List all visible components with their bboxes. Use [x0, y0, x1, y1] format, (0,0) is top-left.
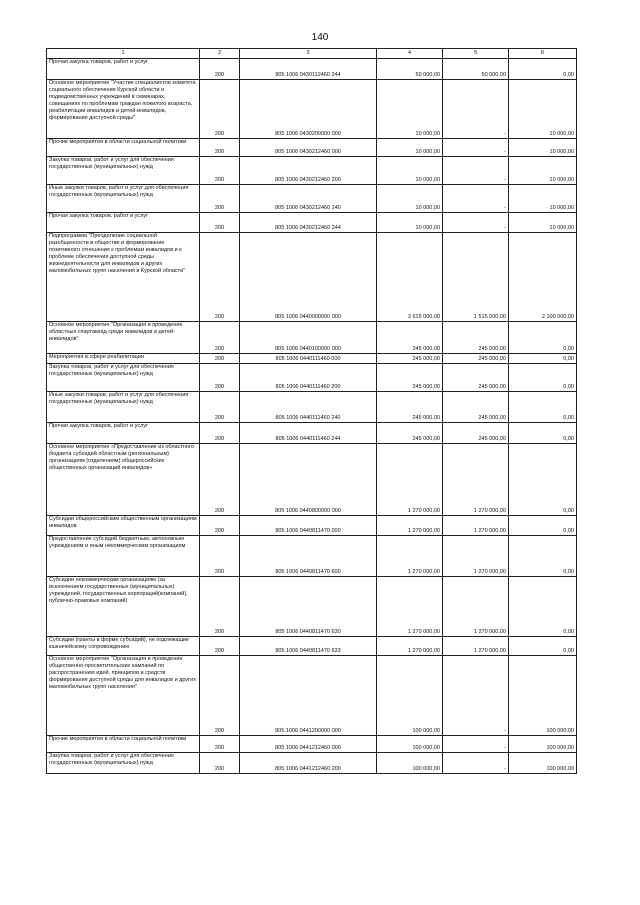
- row-name-cell: Мероприятия в сфере реабилитации: [47, 354, 200, 364]
- row-code-cell: 200: [200, 392, 240, 423]
- row-value-2-cell: 245 000,00: [443, 423, 509, 444]
- row-code-cell: 200: [200, 444, 240, 516]
- row-value-3-cell: 0,00: [509, 637, 577, 656]
- header-col-4: 4: [377, 49, 443, 59]
- row-kbk-cell: 805 1006 0440100000 000: [240, 322, 377, 354]
- table-row: [47, 423, 577, 444]
- row-code-cell: 200: [200, 80, 240, 139]
- row-value-1-cell: 245 000,00: [377, 364, 443, 392]
- budget-table: [46, 48, 577, 774]
- row-value-1-cell: 100 000,00: [377, 736, 443, 753]
- row-kbk-cell: 805 1006 0441212460 200: [240, 753, 377, 774]
- row-value-1-cell: 1 270 000,00: [377, 536, 443, 577]
- row-value-2-cell: -: [443, 185, 509, 213]
- row-value-1-cell: 100 000,00: [377, 656, 443, 736]
- row-value-3-cell: 0,00: [509, 392, 577, 423]
- row-kbk-cell: 805 1006 0440111460 000: [240, 354, 377, 364]
- row-code-cell: 200: [200, 577, 240, 637]
- table-row: [47, 139, 577, 157]
- row-value-1-cell: 245 000,00: [377, 322, 443, 354]
- row-value-1-cell: 100 000,00: [377, 753, 443, 774]
- row-value-2-cell: 50 000,00: [443, 59, 509, 80]
- row-kbk-cell: 805 1006 0440811470 000: [240, 516, 377, 536]
- row-name-cell: Прочие мероприятия в области социальной политики: [47, 139, 200, 157]
- row-code-cell: 200: [200, 322, 240, 354]
- row-name-cell: Закупка товаров, работ и услуг для обеспечения государственных (муниципальных) нужд: [47, 157, 200, 185]
- row-value-1-cell: 50 000,00: [377, 59, 443, 80]
- row-kbk-cell: 805 1006 0440811470 600: [240, 536, 377, 577]
- row-name-cell: Прочая закупка товаров, работ и услуг: [47, 213, 200, 233]
- row-value-2-cell: 1 270 000,00: [443, 444, 509, 516]
- row-code-cell: 200: [200, 139, 240, 157]
- row-code-cell: 200: [200, 753, 240, 774]
- row-value-1-cell: 1 270 000,00: [377, 577, 443, 637]
- row-kbk-cell: 805 1006 0440800000 000: [240, 444, 377, 516]
- row-value-2-cell: -: [443, 157, 509, 185]
- row-code-cell: 200: [200, 364, 240, 392]
- table-row: [47, 354, 577, 364]
- row-value-1-cell: 245 000,00: [377, 392, 443, 423]
- row-kbk-cell: 805 1006 0440111460 244: [240, 423, 377, 444]
- row-value-3-cell: 100 000,00: [509, 656, 577, 736]
- row-code-cell: 200: [200, 516, 240, 536]
- row-value-3-cell: 2 100 000,00: [509, 233, 577, 322]
- row-name-cell: Субсидии некоммерческим организациям (за исключением государственных (муниципальных) учреждений, государственных корпораций(компаний), публично-правовых компаний): [47, 577, 200, 637]
- row-value-3-cell: 100 000,00: [509, 753, 577, 774]
- table-row: [47, 736, 577, 753]
- row-value-2-cell: -: [443, 656, 509, 736]
- row-name-cell: Прочая закупка товаров, работ и услуг: [47, 59, 200, 80]
- row-value-3-cell: 0,00: [509, 444, 577, 516]
- row-code-cell: 200: [200, 157, 240, 185]
- header-col-2: 2: [200, 49, 240, 59]
- row-kbk-cell: 805 1006 0430212460 240: [240, 185, 377, 213]
- row-value-2-cell: 1 515 000,00: [443, 233, 509, 322]
- row-code-cell: 200: [200, 354, 240, 364]
- table-row: [47, 157, 577, 185]
- row-value-1-cell: 10 000,00: [377, 80, 443, 139]
- row-value-3-cell: 10 000,00: [509, 213, 577, 233]
- row-value-3-cell: 10 000,00: [509, 185, 577, 213]
- row-value-3-cell: 10 000,00: [509, 80, 577, 139]
- row-value-1-cell: 245 000,00: [377, 423, 443, 444]
- row-kbk-cell: 805 1006 0430212460 000: [240, 139, 377, 157]
- row-value-1-cell: 10 000,00: [377, 157, 443, 185]
- table-row: [47, 536, 577, 577]
- table-row: [47, 233, 577, 322]
- row-name-cell: Закупка товаров, работ и услуг для обеспечения государственных (муниципальных) нужд: [47, 364, 200, 392]
- row-kbk-cell: 805 1006 0440811470 633: [240, 637, 377, 656]
- row-value-2-cell: 1 270 000,00: [443, 637, 509, 656]
- row-kbk-cell: 805 1006 0441212460 000: [240, 736, 377, 753]
- row-value-2-cell: 245 000,00: [443, 364, 509, 392]
- row-value-1-cell: 1 270 000,00: [377, 516, 443, 536]
- row-code-cell: 200: [200, 185, 240, 213]
- row-name-cell: Основное мероприятие "Организация и проведение общественно-просветительских кампаний по распространению идей, принципов и средств формирования доступной среды для инвалидов и других маломобильных групп населения": [47, 656, 200, 736]
- row-name-cell: Субсидии (гранты в форме субсидий), не подлежащие казначейскому сопровождению: [47, 637, 200, 656]
- row-value-3-cell: 0,00: [509, 577, 577, 637]
- row-value-3-cell: 0,00: [509, 536, 577, 577]
- row-code-cell: 200: [200, 536, 240, 577]
- header-col-5: 5: [443, 49, 509, 59]
- page-number: 140: [311, 32, 329, 43]
- row-value-1-cell: 10 000,00: [377, 213, 443, 233]
- row-name-cell: Иные закупки товаров, работ и услуг для обеспечения государственных (муниципальных) нужд: [47, 392, 200, 423]
- row-name-cell: Прочие мероприятия в области социальной политики: [47, 736, 200, 753]
- row-code-cell: 200: [200, 656, 240, 736]
- header-col-1: 1: [47, 49, 200, 59]
- table-row: [47, 80, 577, 139]
- table-header-row: [47, 49, 577, 59]
- table-row: [47, 322, 577, 354]
- row-value-3-cell: 0,00: [509, 322, 577, 354]
- row-kbk-cell: 805 1006 0440000000 000: [240, 233, 377, 322]
- row-value-3-cell: 0,00: [509, 364, 577, 392]
- row-value-2-cell: 1 270 000,00: [443, 577, 509, 637]
- row-kbk-cell: 805 1006 0440111460 240: [240, 392, 377, 423]
- row-code-cell: 200: [200, 213, 240, 233]
- table-row: [47, 185, 577, 213]
- row-value-1-cell: 1 270 000,00: [377, 637, 443, 656]
- row-kbk-cell: 805 1006 0440811470 630: [240, 577, 377, 637]
- table-row: [47, 392, 577, 423]
- row-kbk-cell: 805 1006 0441200000 000: [240, 656, 377, 736]
- row-name-cell: Иные закупки товаров, работ и услуг для обеспечения государственных (муниципальных) нужд: [47, 185, 200, 213]
- row-value-3-cell: 0,00: [509, 423, 577, 444]
- row-value-1-cell: 10 000,00: [377, 185, 443, 213]
- row-code-cell: 200: [200, 736, 240, 753]
- row-value-1-cell: 1 270 000,00: [377, 444, 443, 516]
- header-col-3: 3: [240, 49, 377, 59]
- row-value-3-cell: 100 000,00: [509, 736, 577, 753]
- row-name-cell: Основное мероприятие "Организация и проведение областных спартакиад среди инвалидов и детей-инвалидов": [47, 322, 200, 354]
- row-name-cell: Основное мероприятие "Участие специалистов комитета социального обеспечения Курской области и подведомственных учреждений в семинарах, совещаниях по проблемам граждан пожилого возраста, реабилитации инвалидов и детей-инвалидов, формирования доступной среды": [47, 80, 200, 139]
- row-value-2-cell: 1 270 000,00: [443, 536, 509, 577]
- row-value-2-cell: -: [443, 80, 509, 139]
- row-code-cell: 200: [200, 59, 240, 80]
- row-name-cell: Закупка товаров, работ и услуг для обеспечения государственных (муниципальных) нужд: [47, 753, 200, 774]
- row-value-3-cell: 0,00: [509, 59, 577, 80]
- row-value-1-cell: 10 000,00: [377, 139, 443, 157]
- row-kbk-cell: 805 1006 0430200000 000: [240, 80, 377, 139]
- row-value-2-cell: 245 000,00: [443, 322, 509, 354]
- row-name-cell: Субсидии общероссийским общественным организациям инвалидов: [47, 516, 200, 536]
- row-name-cell: Основное мероприятие «Предоставление из областного бюджета субсидий областным (региональным) организациям (отделениям) общероссийских общественных организаций инвалидов»: [47, 444, 200, 516]
- row-value-2-cell: -: [443, 736, 509, 753]
- row-code-cell: 200: [200, 423, 240, 444]
- table-row: [47, 577, 577, 637]
- row-kbk-cell: 805 1006 0440111460 200: [240, 364, 377, 392]
- table-row: [47, 516, 577, 536]
- row-value-2-cell: 1 270 000,00: [443, 516, 509, 536]
- table-row: [47, 444, 577, 516]
- row-value-2-cell: -: [443, 139, 509, 157]
- row-value-2-cell: 245 000,00: [443, 392, 509, 423]
- row-value-1-cell: 245 000,00: [377, 354, 443, 364]
- table-row: [47, 59, 577, 80]
- row-value-3-cell: 10 000,00: [509, 157, 577, 185]
- row-kbk-cell: 805 1006 0430212460 244: [240, 213, 377, 233]
- row-code-cell: 200: [200, 233, 240, 322]
- header-col-6: 6: [509, 49, 577, 59]
- table-row: [47, 753, 577, 774]
- row-value-2-cell: 245 000,00: [443, 354, 509, 364]
- table-row: [47, 637, 577, 656]
- row-value-2-cell: -: [443, 213, 509, 233]
- row-name-cell: Подпрограмма "Преодоление социальной разобщенности в обществе и формирование позитивного отношения к проблемам инвалидов и к проблеме обеспечения доступной среды жизнедеятельности для инвалидов и других маломобильных групп населения в Курской области": [47, 233, 200, 322]
- row-kbk-cell: 805 1006 0430112460 244: [240, 59, 377, 80]
- table-row: [47, 213, 577, 233]
- row-name-cell: Предоставление субсидий бюджетным, автономным учреждениям и иным некоммерческим организациям: [47, 536, 200, 577]
- row-kbk-cell: 805 1006 0430212460 200: [240, 157, 377, 185]
- table-row: [47, 364, 577, 392]
- row-value-3-cell: 0,00: [509, 354, 577, 364]
- row-code-cell: 200: [200, 637, 240, 656]
- table-row: [47, 656, 577, 736]
- row-value-2-cell: -: [443, 753, 509, 774]
- row-name-cell: Прочая закупка товаров, работ и услуг: [47, 423, 200, 444]
- row-value-3-cell: 0,00: [509, 516, 577, 536]
- row-value-1-cell: 3 615 000,00: [377, 233, 443, 322]
- row-value-3-cell: 10 000,00: [509, 139, 577, 157]
